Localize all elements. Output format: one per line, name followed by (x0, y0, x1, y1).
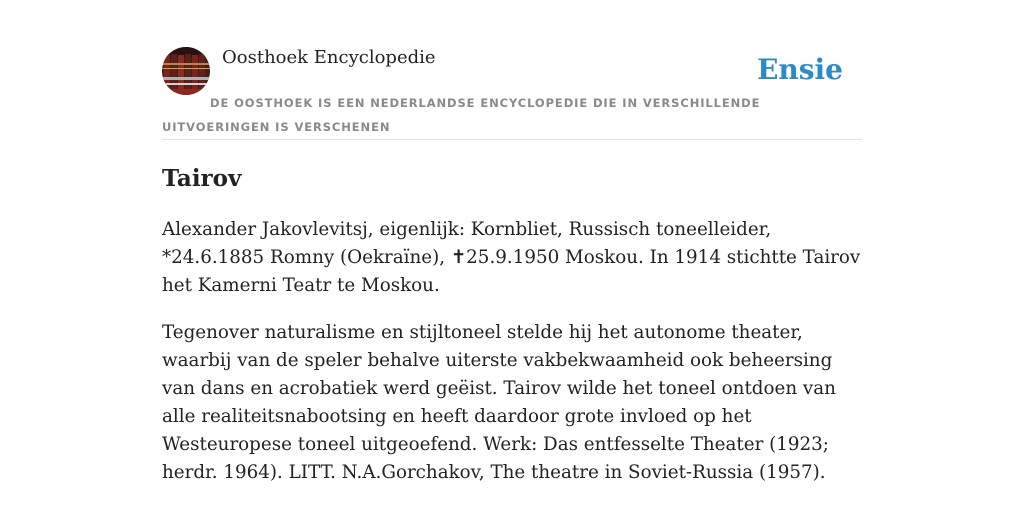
article-paragraph: Alexander Jakovlevitsj, eigenlijk: Kornbliet, Russisch toneelleider, *24.6.1885 Romny (Oekraïne), ✝25.9.1950 Moskou. In 1914 stichtte Tairov het Kamerni Teatr te Moskou. (162, 219, 861, 296)
article-paragraph: Tegenover naturalisme en stijltoneel stelde hij het autonome theater, waarbij van de speler behalve uiterste vakbekwaamheid ook beheersing van dans en acrobatiek werd geëist. Tairov wilde het toneel ontdoen van alle realiteitsnabootsing en heeft daardoor grote invloed op het Westeuropese toneel uitgeoefend. Werk: Das entfesselte Theater (1923; herdr. 1964). LITT. N.A.Gorchakov, The theatre in Soviet-Russia (1957). (162, 322, 836, 483)
encyclopedia-avatar[interactable] (162, 47, 210, 95)
article-title: Tairov (162, 165, 242, 192)
brand-logo[interactable]: Ensie (757, 53, 843, 86)
article-body (162, 216, 864, 506)
site-header (162, 46, 862, 140)
site-tagline: DE OOSTHOEK IS EEN NEDERLANDSE ENCYCLOPEDIE DIE IN VERSCHILLENDE UITVOERINGEN IS VERSCHENEN (162, 96, 761, 134)
book-spines-icon (162, 47, 210, 95)
site-name[interactable]: Oosthoek Encyclopedie (222, 47, 436, 68)
